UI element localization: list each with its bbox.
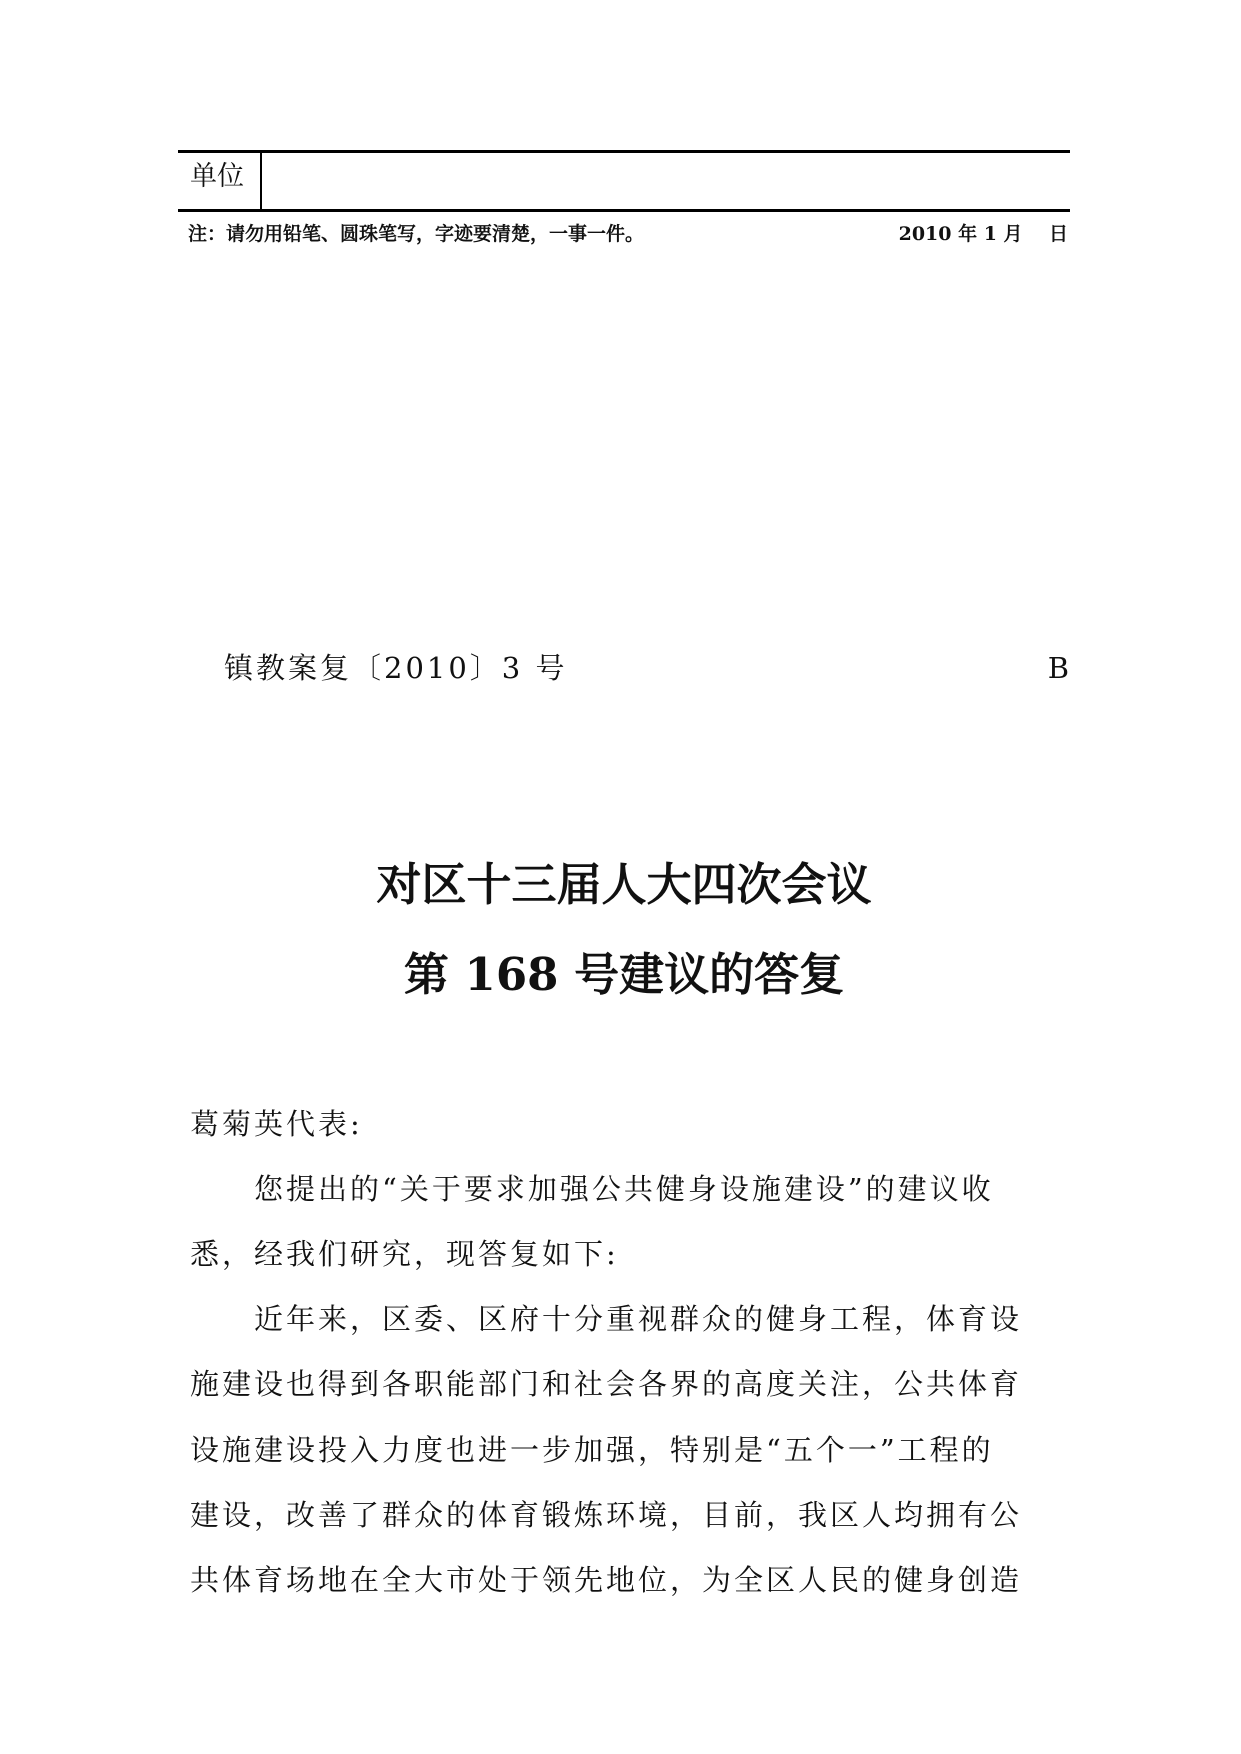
salutation: 葛菊英代表: bbox=[190, 1107, 363, 1141]
unit-table-divider bbox=[260, 153, 262, 209]
body-line-4: 施建设也得到各职能部门和社会各界的高度关注，公共体育 bbox=[190, 1367, 1023, 1401]
body-line-1: 您提出的“关于要求加强公共健身设施建设”的建议收 bbox=[254, 1172, 994, 1206]
body-line-3: 近年来，区委、区府十分重视群众的健身工程，体育设 bbox=[254, 1302, 1023, 1336]
note-text: 注：请勿用铅笔、圆珠笔写，字迹要清楚，一事一件。 bbox=[188, 223, 645, 245]
unit-table bbox=[178, 150, 1070, 212]
body-line-2: 悉，经我们研究，现答复如下: bbox=[190, 1237, 619, 1271]
document-number: 镇教案复〔2010〕3 号 bbox=[224, 651, 568, 685]
document-title-line-1: 对区十三届人大四次会议 bbox=[376, 858, 872, 911]
body-line-6: 建设，改善了群众的体育锻炼环境，目前，我区人均拥有公 bbox=[190, 1498, 1023, 1532]
note-row bbox=[188, 220, 1068, 248]
body-line-7: 共体育场地在全大市处于领先地位，为全区人民的健身创造 bbox=[190, 1563, 1023, 1597]
note-date: 2010 年 1 月 日 bbox=[898, 223, 1068, 245]
document-title-line-2: 第 168 号建议的答复 bbox=[403, 948, 845, 1001]
unit-label: 单位 bbox=[190, 161, 244, 192]
document-mark: B bbox=[1047, 651, 1072, 685]
document-number-row bbox=[224, 648, 1072, 688]
body-line-5: 设施建设投入力度也进一步加强，特别是“五个一”工程的 bbox=[190, 1433, 994, 1467]
